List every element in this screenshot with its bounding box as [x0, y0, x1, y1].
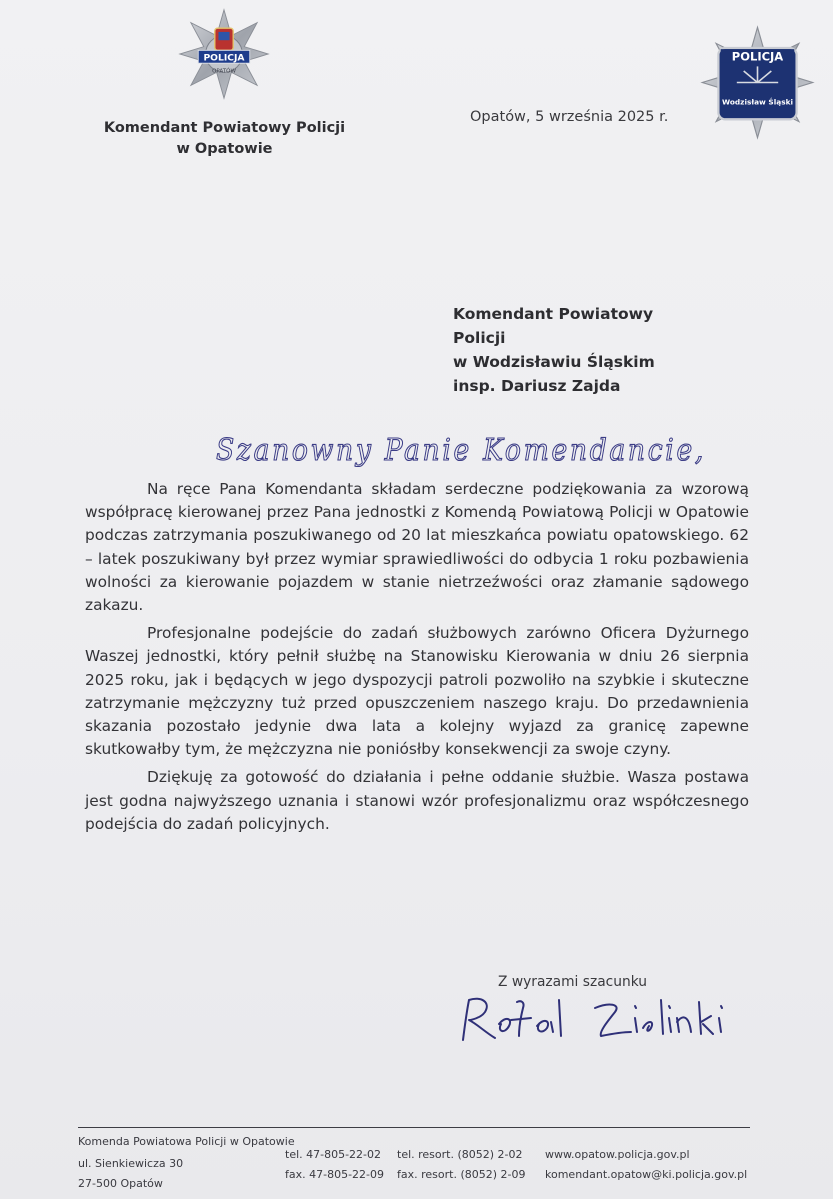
footer-tel-resort: tel. resort. (8052) 2-02	[397, 1148, 523, 1161]
letter-body	[85, 478, 749, 841]
police-star-wodzislaw-icon	[700, 25, 815, 140]
footer-org: Komenda Powiatowa Policji w Opatowie	[78, 1135, 295, 1148]
recipient-block	[453, 302, 713, 398]
recipient-line-1: Komendant Powiatowy	[453, 305, 654, 323]
footer-fax: fax. 47-805-22-09	[285, 1168, 385, 1181]
body-paragraph-3: Dziękuję za gotowość do działania i pełne oddanie służbie. Wasza postawa jest godna najwyższego uznania i stanowi wzór profesjonalizmu oraz współczesnego podejścia do zadań policyjnych.	[85, 768, 749, 833]
footer-street: ul. Sienkiewicza 30	[78, 1157, 184, 1170]
sender-block	[92, 118, 357, 160]
footer-resort-phones	[397, 1145, 526, 1185]
footer-divider	[78, 1127, 750, 1128]
greeting-text: Szanowny Panie Komendancie,	[216, 433, 706, 468]
footer-email[interactable]: komendant.opatow@ki.policja.gov.pl	[545, 1168, 748, 1181]
footer-postal: 27-500 Opatów	[78, 1177, 163, 1190]
right-badge-text: POLICJA	[731, 49, 784, 64]
footer-phones	[285, 1145, 384, 1185]
sender-title: Komendant Powiatowy Policji	[103, 120, 346, 136]
recipient-line-4: insp. Dariusz Zajda	[453, 377, 621, 395]
left-badge-text: POLICJA	[203, 52, 245, 64]
footer-website[interactable]: www.opatow.policja.gov.pl	[545, 1148, 690, 1161]
footer-tel: tel. 47-805-22-02	[285, 1148, 382, 1161]
sender-location: w Opatowie	[176, 141, 273, 157]
recipient-line-3: w Wodzisławiu Śląskim	[453, 353, 655, 371]
footer-address	[78, 1132, 295, 1194]
letter-date: Opatów, 5 września 2025 r.	[470, 109, 669, 125]
signature-image	[455, 992, 740, 1047]
police-star-opatow-icon	[178, 8, 270, 100]
body-paragraph-1: Na ręce Pana Komendanta składam serdeczne podziękowania za wzorową współpracę kierowanej przez Pana jednostki z Komendą Powiatową Policji w Opatowie podczas zatrzymania poszukiwanego od 20 lat mieszkańca powiatu opatowskiego. 62 – latek poszukiwany był przez wymiar sprawiedliwości do odbycia 1 roku pozbawienia wolności za kierowanie pojazdem w stanie nietrzeźwości oraz złamanie sądowego zakazu.	[85, 480, 749, 615]
right-badge-city: Wodzisław Śląski	[721, 97, 794, 107]
footer-fax-resort: fax. resort. (8052) 2-09	[397, 1168, 526, 1181]
handwritten-greeting	[212, 418, 732, 478]
body-paragraph-2: Profesjonalne podejście do zadań służbowych zarówno Oficera Dyżurnego Waszej jednostki, który pełnił służbę na Stanowisku Kierowania w dniu 26 sierpnia 2025 roku, jak i będących w jego dyspozycji patroli pozwoliło na szybkie i skuteczne zatrzymanie mężczyzny tuż przed opuszczeniem naszego kraju. Do przedawnienia skazania pozostało jedynie dwa lata a kolejny wyjazd za granicę zapewne skutkowałby tym, że mężczyzna nie poniósłby konsekwencji za swoje czyny.	[85, 624, 749, 759]
left-badge-city: OPATÓW	[212, 68, 236, 75]
recipient-line-2: Policji	[453, 329, 506, 347]
footer-web	[545, 1145, 747, 1185]
closing-phrase: Z wyrazami szacunku	[498, 974, 648, 990]
